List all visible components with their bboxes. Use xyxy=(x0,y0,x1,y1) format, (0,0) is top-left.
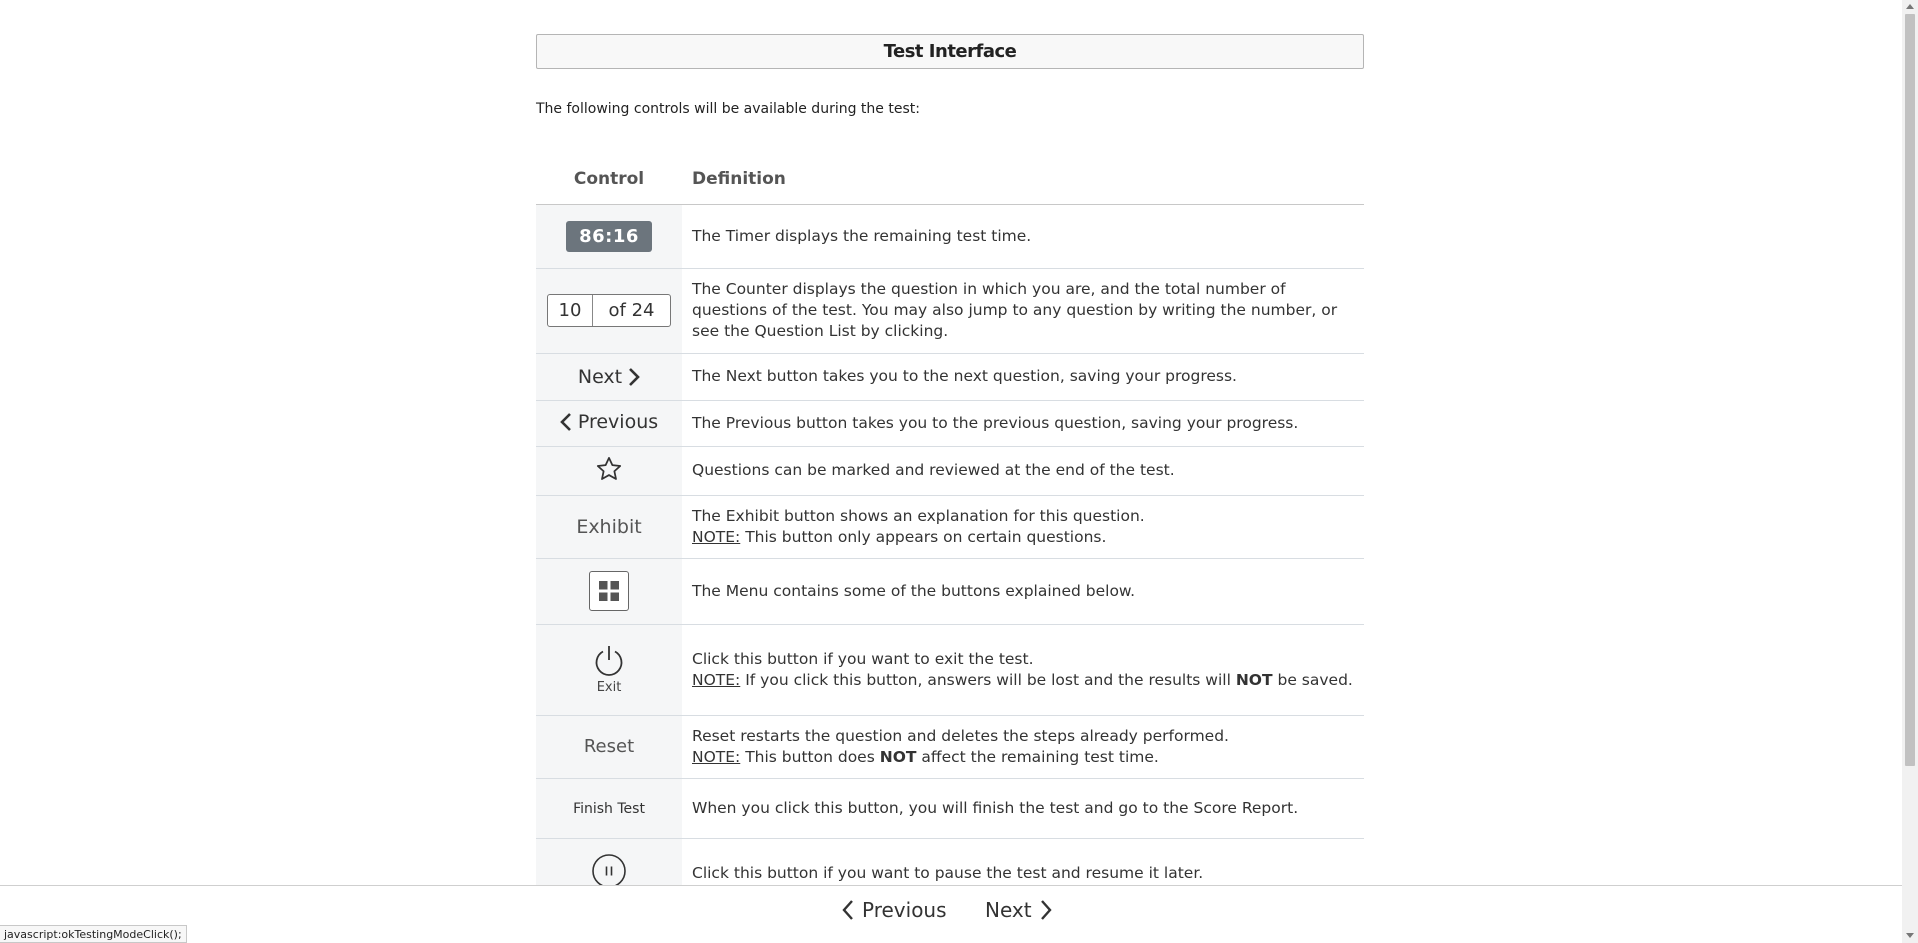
intro-text: The following controls will be available during the test: xyxy=(536,101,920,117)
exhibit-cell xyxy=(536,495,682,558)
bottom-previous-button[interactable] xyxy=(842,898,947,922)
note-text: This button only appears on certain questions. xyxy=(740,527,1107,546)
table-row xyxy=(536,624,1364,715)
chevron-right-icon xyxy=(628,367,640,387)
page-title: Test Interface xyxy=(536,34,1364,69)
next-definition: The Next button takes you to the next question, saving your progress. xyxy=(682,353,1364,400)
exit-label: Exit xyxy=(596,680,622,695)
controls-table xyxy=(536,155,1364,885)
next-button-sample[interactable] xyxy=(578,366,640,388)
finish-definition: When you click this button, you will finish the test and go to the Score Report. xyxy=(682,778,1364,838)
note-text: This button does xyxy=(740,747,880,766)
reset-definition-cell xyxy=(682,715,1364,778)
table-row xyxy=(536,204,1364,268)
bottom-navigation-bar xyxy=(0,885,1902,943)
header-control: Control xyxy=(536,155,682,204)
exhibit-definition-cell xyxy=(682,495,1364,558)
table-row xyxy=(536,558,1364,624)
bottom-previous-label: Previous xyxy=(862,898,947,922)
exhibit-button-sample[interactable]: Exhibit xyxy=(576,515,642,538)
table-row xyxy=(536,778,1364,838)
exit-definition-cell xyxy=(682,624,1364,715)
menu-button-sample[interactable] xyxy=(589,571,629,611)
pause-cell xyxy=(536,838,682,885)
reset-cell xyxy=(536,715,682,778)
previous-button-sample[interactable] xyxy=(560,411,658,433)
reset-note xyxy=(692,747,1354,768)
note-bold: NOT xyxy=(879,747,917,766)
exit-button-sample[interactable] xyxy=(592,644,626,695)
grid-menu-icon xyxy=(598,580,620,602)
counter-cell xyxy=(536,268,682,353)
scroll-up-icon[interactable] xyxy=(1906,4,1914,9)
table-row xyxy=(536,446,1364,495)
counter-definition: The Counter displays the question in which you are, and the total number of questions of the test. You may also jump to any question by writing the number, or see the Question List by clicking. xyxy=(682,268,1364,353)
note-text-end: affect the remaining test time. xyxy=(916,747,1159,766)
note-label: NOTE: xyxy=(692,670,741,689)
browser-status-bar: javascript:okTestingModeClick(); xyxy=(0,925,187,943)
header-definition: Definition xyxy=(682,155,1364,204)
chevron-left-icon xyxy=(842,899,854,921)
mark-cell xyxy=(536,446,682,495)
scroll-down-icon[interactable] xyxy=(1906,933,1914,938)
reset-button-sample[interactable]: Reset xyxy=(583,736,635,757)
timer-display: 86:16 xyxy=(566,221,652,252)
note-label: NOTE: xyxy=(692,527,741,546)
power-icon xyxy=(592,644,626,678)
bottom-next-label: Next xyxy=(985,898,1032,922)
pause-icon[interactable] xyxy=(591,853,627,885)
finish-test-button-sample[interactable]: Finish Test xyxy=(573,801,645,817)
reset-definition: Reset restarts the question and deletes the steps already performed. xyxy=(692,726,1229,745)
exit-note xyxy=(692,670,1354,691)
timer-cell xyxy=(536,204,682,268)
main-content xyxy=(536,34,1364,885)
table-row xyxy=(536,838,1364,885)
chevron-left-icon xyxy=(560,412,572,432)
note-text: If you click this button, answers will be lost and the results will xyxy=(740,670,1236,689)
menu-definition: The Menu contains some of the buttons explained below. xyxy=(682,558,1364,624)
star-icon[interactable] xyxy=(595,455,623,483)
next-cell xyxy=(536,353,682,400)
exit-definition: Click this button if you want to exit the test. xyxy=(692,649,1034,668)
exhibit-note xyxy=(692,527,1354,548)
table-row xyxy=(536,268,1364,353)
table-header-row xyxy=(536,155,1364,204)
mark-definition: Questions can be marked and reviewed at the end of the test. xyxy=(682,446,1364,495)
chevron-right-icon xyxy=(1040,899,1052,921)
pause-definition: Click this button if you want to pause the test and resume it later. xyxy=(682,838,1364,885)
question-counter[interactable] xyxy=(547,294,671,327)
counter-total[interactable]: of 24 xyxy=(608,300,655,321)
exhibit-definition: The Exhibit button shows an explanation for this question. xyxy=(692,506,1145,525)
table-row xyxy=(536,715,1364,778)
menu-cell xyxy=(536,558,682,624)
table-row xyxy=(536,400,1364,446)
counter-current[interactable]: 10 xyxy=(548,295,593,326)
scrollbar-thumb[interactable] xyxy=(1905,14,1915,766)
table-row xyxy=(536,353,1364,400)
table-row xyxy=(536,495,1364,558)
previous-label: Previous xyxy=(577,410,659,433)
vertical-scrollbar[interactable] xyxy=(1902,0,1918,943)
note-label: NOTE: xyxy=(692,747,741,766)
bottom-next-button[interactable] xyxy=(985,898,1052,922)
next-label: Next xyxy=(577,365,623,388)
note-bold: NOT xyxy=(1235,670,1273,689)
previous-cell xyxy=(536,400,682,446)
timer-definition: The Timer displays the remaining test time. xyxy=(682,204,1364,268)
previous-definition: The Previous button takes you to the previous question, saving your progress. xyxy=(682,400,1364,446)
exit-cell xyxy=(536,624,682,715)
finish-cell xyxy=(536,778,682,838)
note-text-end: be saved. xyxy=(1272,670,1353,689)
